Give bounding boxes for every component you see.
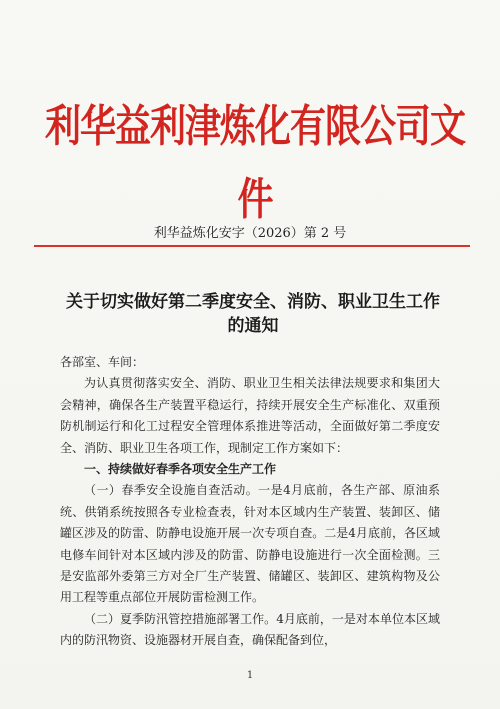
notice-subject: 关于切实做好第二季度安全、消防、职业卫生工作的通知 bbox=[66, 292, 440, 336]
document-number: 利华益炼化安字（2026）第 2 号 bbox=[153, 226, 347, 241]
red-divider-line bbox=[34, 245, 470, 247]
section-heading: 一、持续做好春季各项安全生产工作 bbox=[84, 462, 277, 477]
intro-paragraph: 为认真贯彻落实安全、消防、职业卫生相关法律法规要求和集团大会精神，确保各生产装置平稳运行，持续开展安全生产标准化、双重预防机制运行和化工过程安全管理体系推进等活动，全面做好第二季度安全、消防、职业卫生各项工作，现制定工作方案如下： bbox=[60, 376, 440, 455]
salutation: 各部室、车间： bbox=[60, 355, 145, 369]
item-paragraph-2: （二）夏季防汛管控措施部署工作。4月底前，一是对本单位本区域内的防汛物资、设施器材开展自查，确保配备到位， bbox=[60, 611, 440, 648]
item-paragraph-1: （一）春季安全设施自查活动。一是4月底前，各生产部、原油系统、供销系统按照各专业检查表，针对本区域内生产装置、装卸区、储罐区涉及的防雷、防静电设施开展一次专项自查。二是4月底前，各区域电修车间针对本区域内涉及的防雷、防静电设施进行一次全面检测。三是安监部外委第三方对全厂生产装置、储罐区、装卸区、建筑构物及公用工程等重点部位开展防雷检测工作。 bbox=[60, 483, 440, 605]
notice-body bbox=[60, 352, 440, 652]
company-document-title: 利华益利津炼化有限公司文件 bbox=[44, 101, 465, 225]
page-number: 1 bbox=[246, 670, 254, 681]
